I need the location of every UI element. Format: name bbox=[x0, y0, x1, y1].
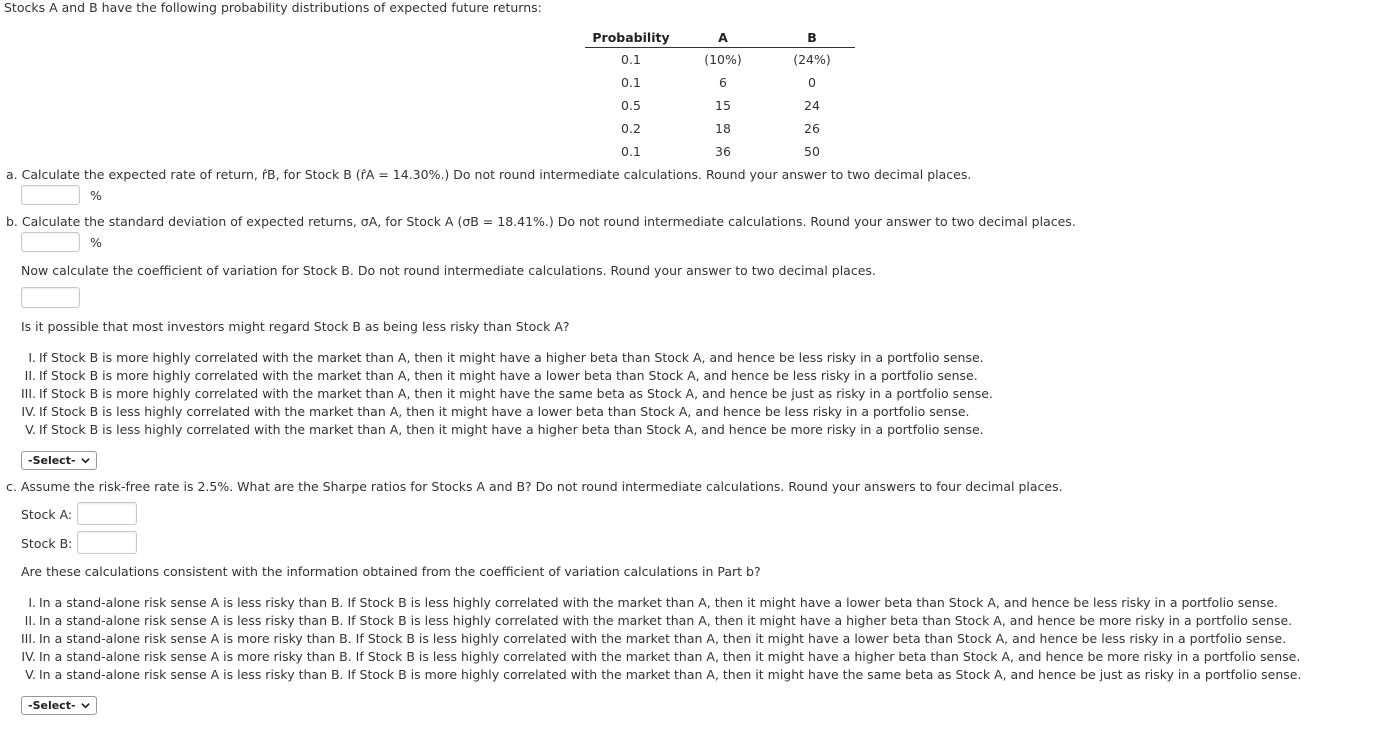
part-a-question: a. Calculate the expected rate of return, r̂B, for Stock B (r̂A = 14.30%.) Do not round intermediate calculations. Round your answer to two decimal places. bbox=[6, 167, 972, 182]
stock-a-label: Stock A: bbox=[21, 507, 73, 522]
cv-b-input[interactable] bbox=[21, 287, 80, 308]
header-probability: Probability bbox=[585, 27, 677, 48]
table-row bbox=[585, 48, 855, 72]
b-cell: 50 bbox=[804, 144, 820, 159]
chevron-down-icon bbox=[81, 699, 90, 716]
option-text: If Stock B is more highly correlated with the market than A, then it might have a lower beta than Stock A, and hence be less risky in a portfolio sense. bbox=[39, 368, 978, 383]
cv-question: Now calculate the coefficient of variation for Stock B. Do not round intermediate calculations. Round your answer to two decimal places. bbox=[21, 263, 876, 278]
option-numeral: V. bbox=[25, 667, 36, 682]
table-row bbox=[585, 94, 855, 117]
expected-return-b-input[interactable] bbox=[21, 185, 80, 205]
risk-answer-select[interactable] bbox=[21, 451, 97, 470]
intro-text: Stocks A and B have the following probability distributions of expected future returns: bbox=[4, 0, 542, 15]
stock-b-label: Stock B: bbox=[21, 536, 73, 551]
b-cell: 24 bbox=[804, 98, 820, 113]
option-numeral: IV. bbox=[21, 404, 36, 419]
a-cell: 18 bbox=[715, 121, 731, 136]
b-cell: (24%) bbox=[793, 52, 831, 67]
b-cell: 26 bbox=[804, 121, 820, 136]
option-text: In a stand-alone risk sense A is more risky than B. If Stock B is less highly correlated with the market than A, then it might have a lower beta than Stock A, and hence be less risky in a portfolio sense. bbox=[39, 631, 1287, 646]
option-numeral: II. bbox=[24, 613, 36, 628]
a-cell: 15 bbox=[715, 98, 731, 113]
prob-cell: 0.1 bbox=[621, 75, 641, 90]
option-numeral: III. bbox=[20, 386, 36, 401]
prob-cell: 0.5 bbox=[621, 98, 641, 113]
percent-unit: % bbox=[90, 235, 102, 250]
option-text: If Stock B is less highly correlated with the market than A, then it might have a higher beta than Stock A, and hence be more risky in a portfolio sense. bbox=[39, 422, 984, 437]
option-text: In a stand-alone risk sense A is more risky than B. If Stock B is less highly correlated with the market than A, then it might have a higher beta than Stock A, and hence be more risky in a portfolio sense. bbox=[39, 649, 1301, 664]
option-numeral: I. bbox=[28, 350, 36, 365]
percent-unit: % bbox=[90, 188, 102, 203]
option-text: In a stand-alone risk sense A is less risky than B. If Stock B is more highly correlated with the market than A, then it might have the same beta as Stock A, and hence be just as risky in a portfolio sense. bbox=[39, 667, 1302, 682]
header-b: B bbox=[769, 27, 855, 48]
option-text: In a stand-alone risk sense A is less risky than B. If Stock B is less highly correlated with the market than A, then it might have a higher beta than Stock A, and hence be more risky in a portfolio sense. bbox=[39, 613, 1293, 628]
prob-cell: 0.2 bbox=[621, 121, 641, 136]
consistency-question: Are these calculations consistent with the information obtained from the coefficient of variation calculations in Part b? bbox=[21, 564, 761, 579]
option-text: If Stock B is more highly correlated with the market than A, then it might have the same beta as Stock A, and hence be just as risky in a portfolio sense. bbox=[39, 386, 993, 401]
table-row bbox=[585, 140, 855, 163]
select-label: -Select- bbox=[28, 454, 76, 467]
consistency-answer-select[interactable] bbox=[21, 696, 97, 715]
table-row bbox=[585, 117, 855, 140]
option-text: In a stand-alone risk sense A is less risky than B. If Stock B is less highly correlated with the market than A, then it might have a lower beta than Stock A, and hence be less risky in a portfolio sense. bbox=[39, 595, 1279, 610]
table-row bbox=[585, 71, 855, 94]
a-cell: 6 bbox=[719, 75, 727, 90]
select-label: -Select- bbox=[28, 699, 76, 712]
prob-cell: 0.1 bbox=[621, 52, 641, 67]
option-numeral: III. bbox=[20, 631, 36, 646]
header-a: A bbox=[677, 27, 769, 48]
option-text: If Stock B is more highly correlated with the market than A, then it might have a higher beta than Stock A, and hence be less risky in a portfolio sense. bbox=[39, 350, 984, 365]
prob-cell: 0.1 bbox=[621, 144, 641, 159]
risk-question: Is it possible that most investors might regard Stock B as being less risky than Stock A? bbox=[21, 319, 570, 334]
sharpe-a-input[interactable] bbox=[77, 502, 137, 525]
probability-table bbox=[585, 27, 855, 163]
option-numeral: IV. bbox=[21, 649, 36, 664]
sharpe-b-input[interactable] bbox=[77, 531, 137, 554]
option-numeral: I. bbox=[28, 595, 36, 610]
option-numeral: V. bbox=[25, 422, 36, 437]
std-dev-a-input[interactable] bbox=[21, 232, 80, 252]
part-b-question: b. Calculate the standard deviation of expected returns, σA, for Stock A (σB = 18.41%.) Do not round intermediate calculations. Round your answer to two decimal places. bbox=[6, 214, 1076, 229]
chevron-down-icon bbox=[81, 454, 90, 471]
part-c-question: c. Assume the risk-free rate is 2.5%. What are the Sharpe ratios for Stocks A and B? Do not round intermediate calculations. Round your answers to four decimal places. bbox=[6, 479, 1063, 494]
b-cell: 0 bbox=[808, 75, 816, 90]
option-text: If Stock B is less highly correlated with the market than A, then it might have a lower beta than Stock A, and hence be less risky in a portfolio sense. bbox=[39, 404, 970, 419]
a-cell: (10%) bbox=[704, 52, 742, 67]
a-cell: 36 bbox=[715, 144, 731, 159]
option-numeral: II. bbox=[24, 368, 36, 383]
